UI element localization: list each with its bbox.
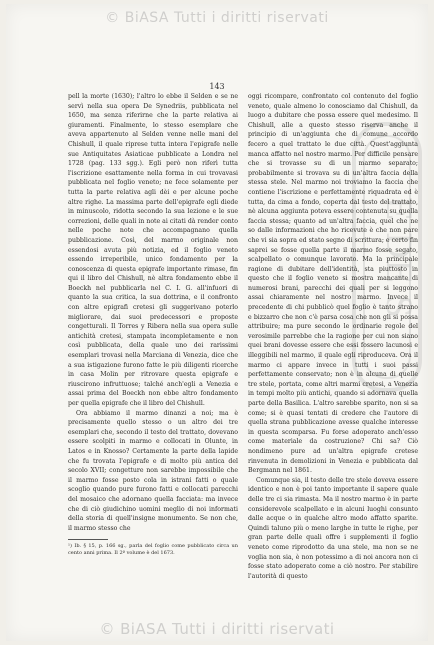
- footnote: ¹) Ib. § 15, p. 166 sg., parla del foglio come pubblicato circa un cento anni prima. Il 2º volume è del 1673.: [68, 543, 238, 557]
- paragraph: pell la morte (1630); l'altro lo ebbe il Selden e se ne servì nella sua opera De Synedriis, pubblicata nel 1650, ma senza riferirne che la parte relativa ai giuramenti. Finalmente, lo stesso esemplare che aveva appartenuto al Selden venne nelle mani del Chishull, il quale riprese tutta intera l'epigrafe nelle sue Antiquitates Asiaticae pubblicate a Londra nel 1728 (pag. 133 sgg.). Egli però non riferì tutta l'iscrizione esattamente nella forma in cui trovavasi pubblicata nel foglio veneto; ne fece solamente per tutta la parte relativa agli dèi e per alcune poche altre righe. La massima parte dell'epigrafe egli diede in minuscolo, ridotta secondo la sua lezione e le sue correzioni, delle quali in note ai citati dà render conto nelle poche note che accompagnano quella pubblicazione. Così, del marmo originale non essendosi avuta più notizia, ed il foglio veneto essendo irreperibile, unico fondamento per la conoscenza di questa epigrafe importante rimase, fin qui il libro del Chishull, nè altra fondamento ebbe il Boeckh nel pubblicarla nel C. I. G. all'infuori di quanto la sua critica, la sua dottrina, e il confronto con altre epigrafi cretesi gli suggerivano poterlo migliorare, dai suoi predecessori e proposte congetturali. Il Torres y Ribera nella sua opera sulle antichità cretesi, stampata incompletamente e non così pubblicata, della quale uno dei rarissimi esemplari trovasi nella Marciana di Venezia, dice che a sua istigazione furono fatte le più diligenti ricerche in casa Molin per ritrovare questa epigrafe e riuscirono infruttuose; talché anch'egli a Venezia e assai prima del Boeckh non ebbe altro fondamento per quella epigrafe che il libro del Chishull.: [68, 93, 238, 407]
- left-column: [68, 92, 238, 592]
- watermark-top: © BiASA Tutti i diritti riservati: [105, 10, 329, 26]
- paragraph: Comunque sia, il testo delle tre stele doveva essere identico e non è poi tanto importante il sapere quale delle tre ci sia rimasta. Ma il nostro marmo è in parte considerevole scalpellato e in alcuni luoghi consunto dalle acque o in qualche altro modo affatto sparite. Quindi taluno più o meno larghe in tutte le righe, per gran parte delle quali offre i supplementi il foglio veneto come riprodotto da una stele, ma non se ne voglia non sia, è non potessimo a di noi ancora non ci fosse stato adoperato come a ciò nostro. Per stabilire l'autorità di questo: [248, 476, 418, 580]
- document-page: [6, 4, 428, 641]
- footnote-divider: [68, 539, 108, 540]
- page-number: 143: [209, 82, 225, 91]
- paragraph: oggi ricompare, confrontato col contenuto del foglio veneto, quale almeno lo conosciamo dal Chishull, da luogo a dubitare che possa essere quel medesimo. Il Chishull, alle a questo stesso riserva anche il principio di un'aggiunta che di comune accordo fecero a quel trattato le due città. Quest'aggiunta manca affatto nel nostro marmo. Per difficile pensare che si trovasse su di un marmo separato; probabilmente si trovava su di un'altra faccia della stessa stele. Nel marmo noi troviamo la faccia che contiene l'iscrizione e perfettamente riquadrata ed è tutta, da cima a fondo, coperta dal testo del trattato, nè alcuna aggiunta poteva essere contenuta su quella faccia stessa; quanto ad un'altra faccia, quel che ne so dalle informazioni che ho ricevute è che non pare che vi sia sopra ed stato segno di scrittura; e certo fin saprei se fosse quella parte il marmo fosse segato, scalpellato o comunque lavorato. Ma la principale ragione di dubitare dell'identità, sta piuttosto in questo che il foglio veneto si mostra mancante di numerosi brani, parecchi dei quali per si leggono assai chiaramente nel nostro marmo. Invece il precedente di chi pubblicò quel foglio è tanto strano e bizzarro che non c'è parsa cosa che non gli si possa attribuire; ma pure secondo le ordinarie regole del verosimile parrebbe che la ragione per cui non siano quei brani dovesse essere che essi fossero lacunosi e illeggibili nel marmo, il quale egli riproduceva. Ora il marmo ci appare invece in tutti i suoi passi perfettamente conservato; non è in alcuna di quelle tre stele, portata, come altri marmi cretesi, a Venezia in tempi molto più antichi, quando si adornava quella parte della Basilica. L'altro sarebbe sparito, non si sa come; si è quasi tentati di credere che l'autore di quella strana pubblicazione avesse qualche interesse in questa scomparsa. Fu forse adoperato anch'esso come materiale da costruzione? Chi sa? Ciò nondimeno pure ad un'altra epigrafe cretese rinvenuta in demolizioni in Venezia e pubblicata dal Bergmann nel 1861.: [248, 93, 418, 475]
- seal-lettering: E DE S: [378, 196, 418, 318]
- text-columns: [68, 92, 418, 592]
- right-column: [248, 92, 418, 592]
- watermark-bottom: © BiASA Tutti i diritti riservati: [99, 620, 335, 638]
- paragraph: Ora abbiamo il marmo dinanzi a noi; ma è precisamente quello stesso o un altro dei tre esemplari che, secondo il testo del trattato, dovevano essere scolpiti in marmo e collocati in Olunte, in Latos e in Knosso? Certamente la parte della lapide che fu trovata l'epigrafe e di molto più antica del secolo XVII; congetture non sarebbe impossibile che il marmo fosse posto cola in istrani fatti o quale scoglio quando pure furono fatti e collocati parecchi del mosaico che adornano quella facciata: ma invece che di ciò giudichino uomini meglio di noi informati della storia di quell'insigne monumento. Se non che, il marmo stesso che: [68, 409, 238, 532]
